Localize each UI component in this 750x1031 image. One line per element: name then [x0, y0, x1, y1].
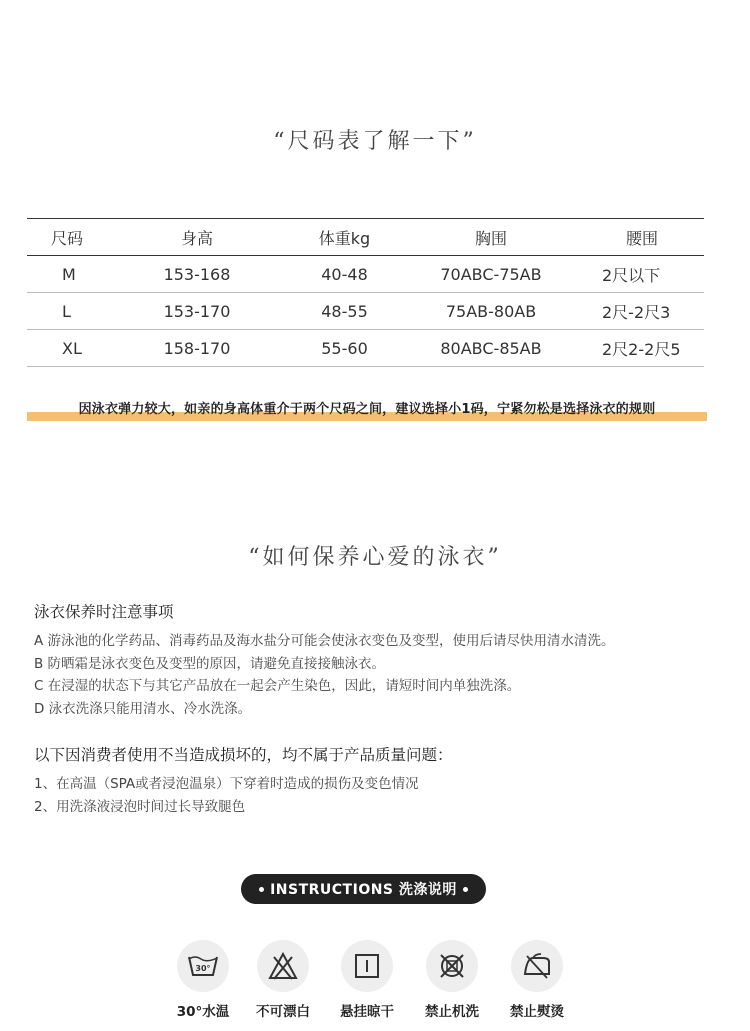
table-cell: 153-170 [163, 301, 231, 321]
bullet-icon [463, 887, 468, 892]
care-icon-item [158, 940, 248, 1020]
no-machine-wash-icon [426, 940, 478, 992]
care-icon-label: 悬挂晾干 [340, 1004, 394, 1020]
no-iron-icon [511, 940, 563, 992]
care-notes-heading: 泳衣保养时注意事项 [34, 603, 174, 621]
table-cell: 75AB-80AB [445, 301, 537, 321]
table-row [27, 293, 704, 330]
size-table-header-bust: 胸围 [474, 228, 507, 248]
size-table-header-height: 身高 [180, 228, 213, 248]
size-advice-note [27, 397, 707, 421]
hang-dry-icon [341, 940, 393, 992]
list-item: A 游泳池的化学药品、消毒药品及海水盐分可能会使泳衣变色及变型，使用后请尽快用清水清洗。 [34, 633, 615, 649]
size-chart-title: “尺码表了解一下” [273, 129, 477, 154]
size-table-header-waist: 腰围 [625, 228, 658, 248]
list-item: C 在浸湿的状态下与其它产品放在一起会产生染色，因此，请短时间内单独洗涤。 [34, 678, 521, 694]
wash-30-icon [177, 940, 229, 992]
table-cell: 80ABC-85AB [440, 338, 542, 358]
table-cell: 70ABC-75AB [440, 264, 542, 284]
table-cell: 55-60 [321, 338, 368, 358]
list-item: 1、在高温（SPA或者浸泡温泉）下穿着时造成的损伤及变色情况 [34, 776, 419, 792]
care-icon-item [322, 940, 412, 1020]
care-icon-label: 禁止机洗 [425, 1004, 479, 1020]
list-item: B 防晒霜是泳衣变色及变型的原因，请避免直接接触泳衣。 [34, 655, 386, 672]
table-cell: 48-55 [321, 301, 368, 321]
table-row [27, 256, 704, 293]
size-table-header-weight: 体重kg [318, 228, 371, 248]
wash-temp-text: 30° [195, 964, 211, 973]
table-cell: 2尺-2尺3 [602, 302, 671, 322]
care-icon-label: 30°水温 [176, 1004, 230, 1020]
size-table-header-row [27, 219, 704, 256]
list-item: 2、用洗涤液浸泡时间过长导致腿色 [34, 798, 246, 815]
care-icon-item [238, 940, 328, 1020]
care-icon-label: 禁止熨烫 [510, 1004, 564, 1020]
table-cell: 153-168 [163, 264, 231, 284]
bullet-icon [259, 887, 264, 892]
table-cell: M [62, 264, 76, 284]
table-cell: 40-48 [321, 264, 368, 284]
table-cell: 2尺以下 [602, 265, 661, 285]
care-icon-item [492, 940, 582, 1020]
damage-disclaimer [34, 743, 453, 818]
no-bleach-icon [257, 940, 309, 992]
size-table-header-size: 尺码 [50, 228, 83, 248]
care-notes [34, 600, 615, 720]
care-icon-item [407, 940, 497, 1020]
table-cell: L [62, 301, 71, 321]
instructions-badge-label: INSTRUCTIONS 洗涤说明 [270, 882, 457, 898]
table-row [27, 330, 704, 367]
list-item: D 泳衣洗涤只能用清水、冷水洗涤。 [34, 700, 252, 717]
care-section-title: “如何保养心爱的泳衣” [248, 545, 502, 570]
table-cell: 2尺2-2尺5 [602, 339, 681, 359]
care-icon-label: 不可漂白 [256, 1004, 310, 1020]
size-advice-text: 因泳衣弹力较大，如亲的身高体重介于两个尺码之间，建议选择小1码，宁紧勿松是选择泳衣的规则 [78, 402, 656, 417]
table-cell: XL [62, 338, 82, 358]
size-table [27, 218, 704, 367]
damage-disclaimer-heading: 以下因消费者使用不当造成损坏的，均不属于产品质量问题： [34, 746, 453, 764]
table-cell: 158-170 [163, 338, 231, 358]
instructions-badge [241, 874, 486, 904]
